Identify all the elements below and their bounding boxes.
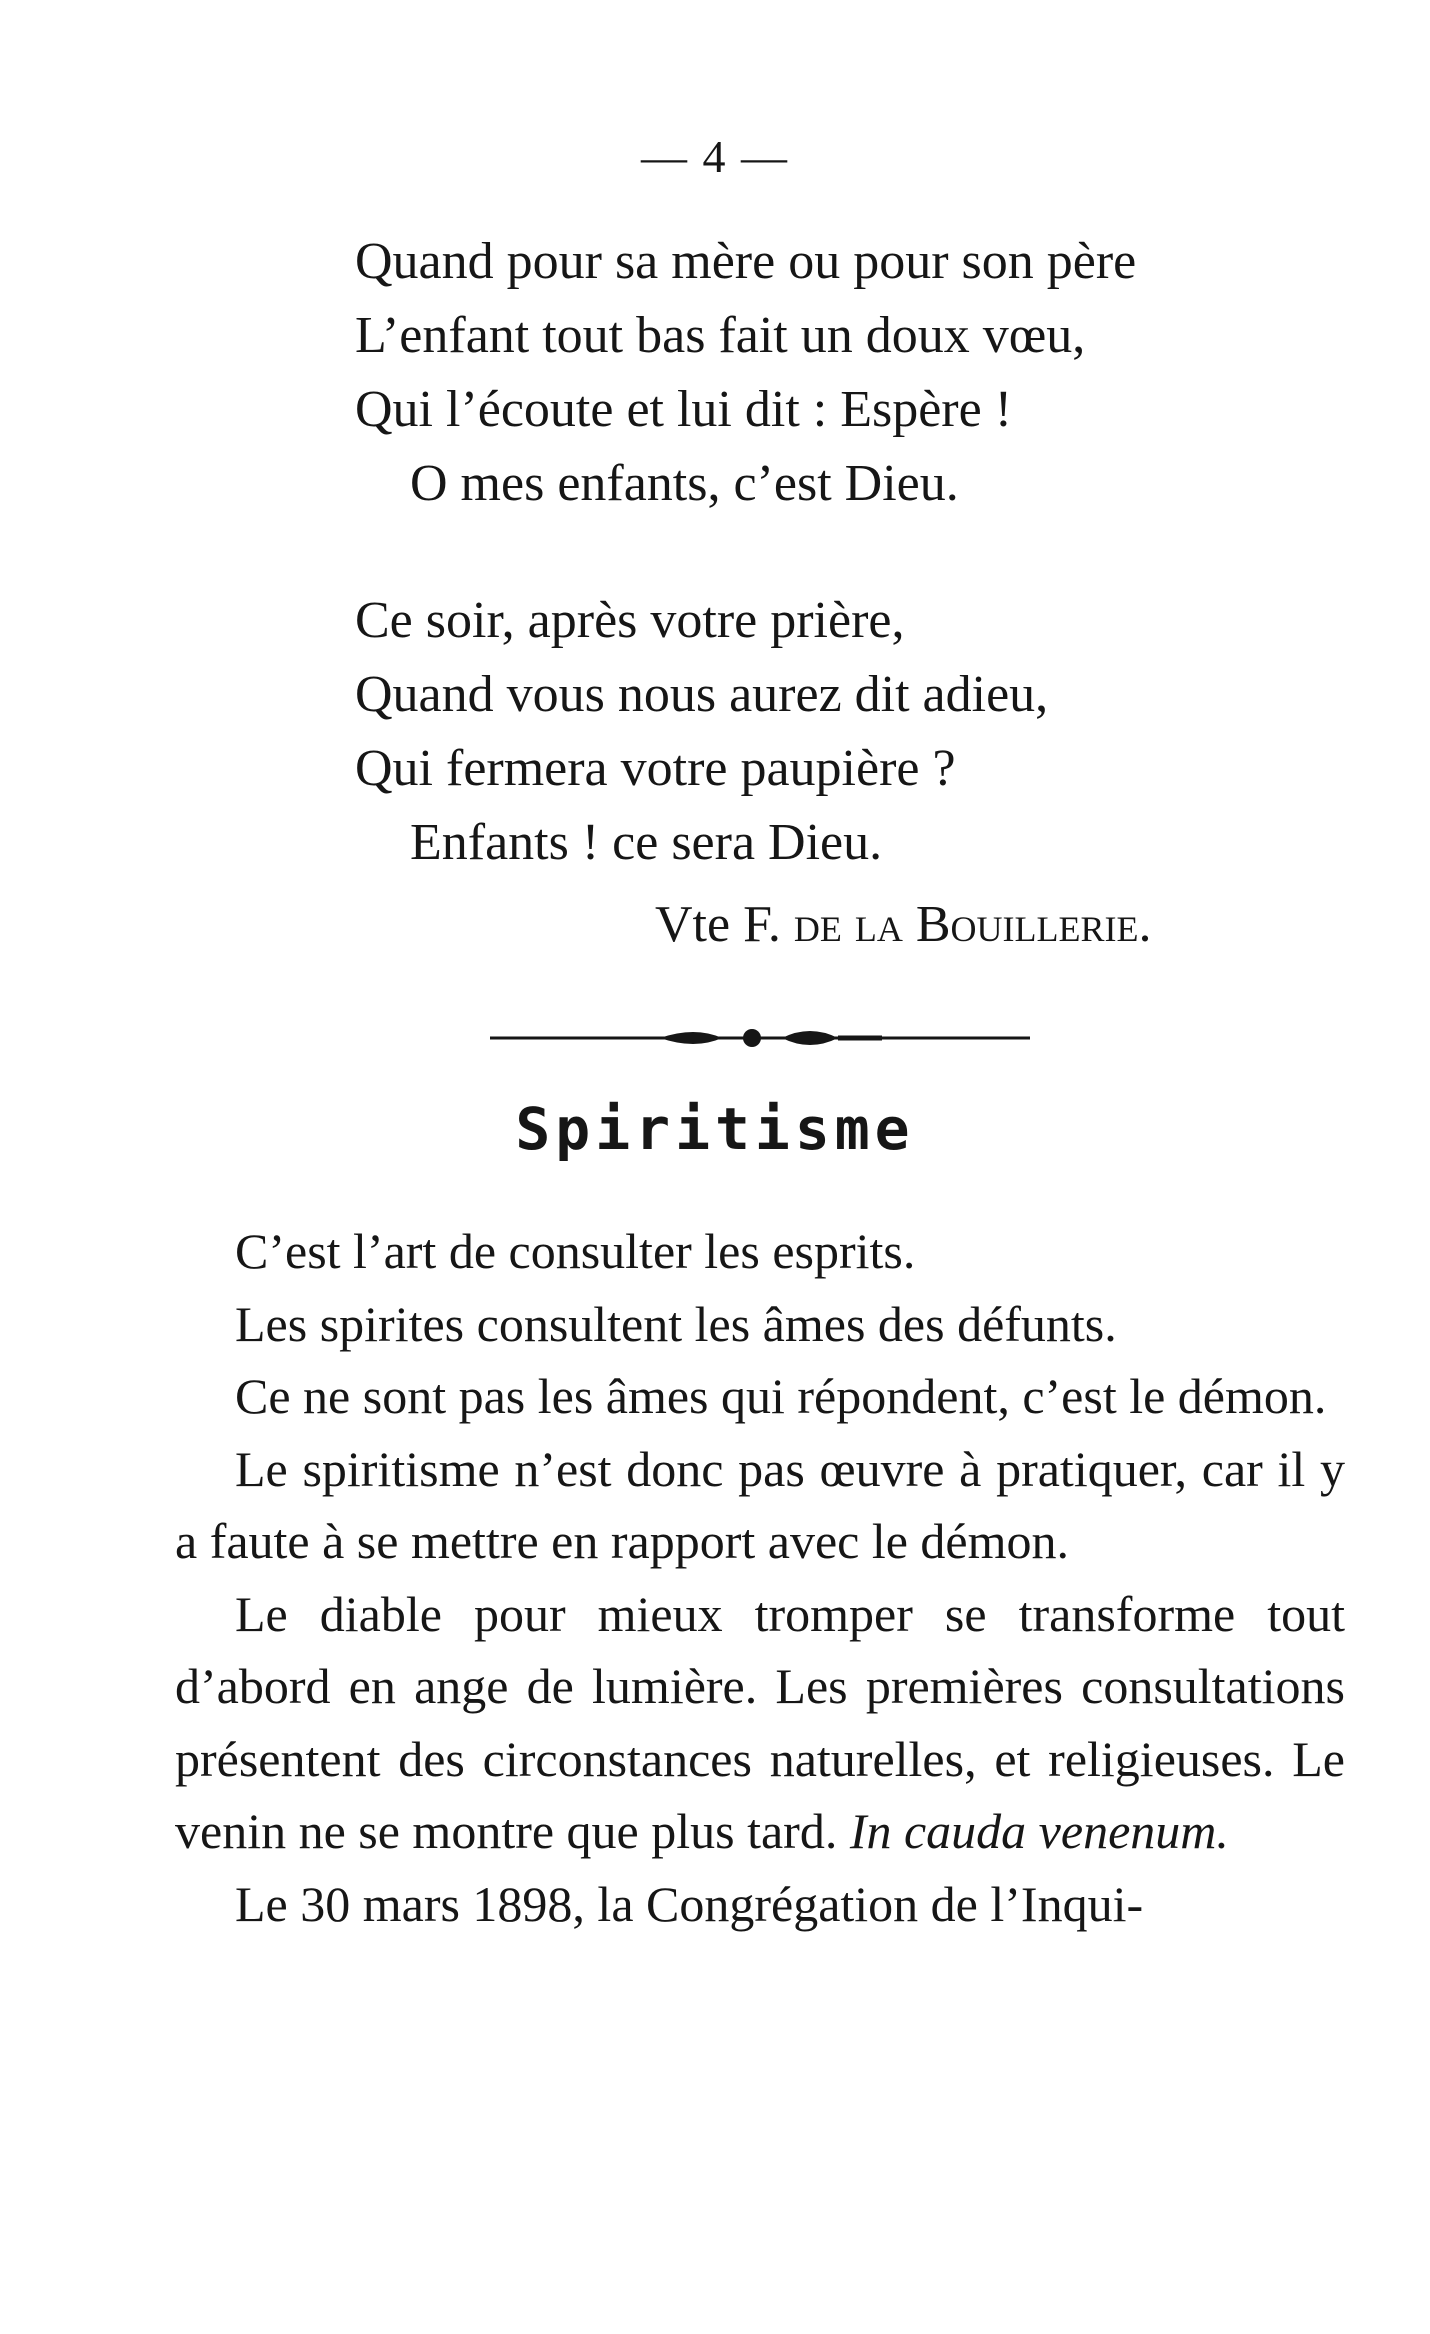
poem-stanza [355,225,1355,521]
poem [355,225,1355,943]
signature-name: de la Bouillerie. [793,896,1152,953]
poem-line: L’enfant tout bas fait un doux vœu, [355,307,1086,364]
paragraph [175,1578,1345,1868]
poem-signature [655,895,1151,954]
page-number: — 4 — [641,131,789,182]
poem-line: Quand vous nous aurez dit adieu, [355,666,1049,723]
paragraph: Le 30 mars 1898, la Congrégation de l’Inqui- [235,1875,1144,1932]
paragraph: Le spiritisme n’est donc pas œuvre à pratiquer, car il y a faute à se mettre en rapport avec le démon. [175,1440,1345,1569]
poem-line: Ce soir, après votre prière, [355,592,905,649]
section-title: Spiritisme [515,1095,915,1163]
poem-refrain-line: Enfants ! ce sera Dieu. [410,814,883,871]
poem-stanza [355,584,1355,880]
poem-line: Quand pour sa mère ou pour son père [355,233,1137,290]
paragraph: Les spirites consultent les âmes des défunts. [235,1295,1117,1352]
poem-refrain-line: O mes enfants, c’est Dieu. [410,455,959,512]
ornamental-divider [490,1020,1030,1056]
signature-prefix: Vte F. [655,896,781,953]
paragraph: C’est l’art de consulter les esprits. [235,1223,916,1279]
paragraph: Ce ne sont pas les âmes qui répondent, c’est le démon. [235,1368,1327,1424]
poem-line: Qui fermera votre paupière ? [355,740,956,797]
poem-line: Qui l’écoute et lui dit : Espère ! [355,381,1013,438]
paragraph-text: Le diable pour mieux tromper se transforme tout d’abord en ange de lumière. Les premières consultations présentent des circonstances naturelles, et religieuses. Le venin ne se montre que plus tard. [175,1585,1345,1859]
section-body [175,1215,1345,1940]
latin-phrase: In cauda venenum. [849,1803,1229,1859]
